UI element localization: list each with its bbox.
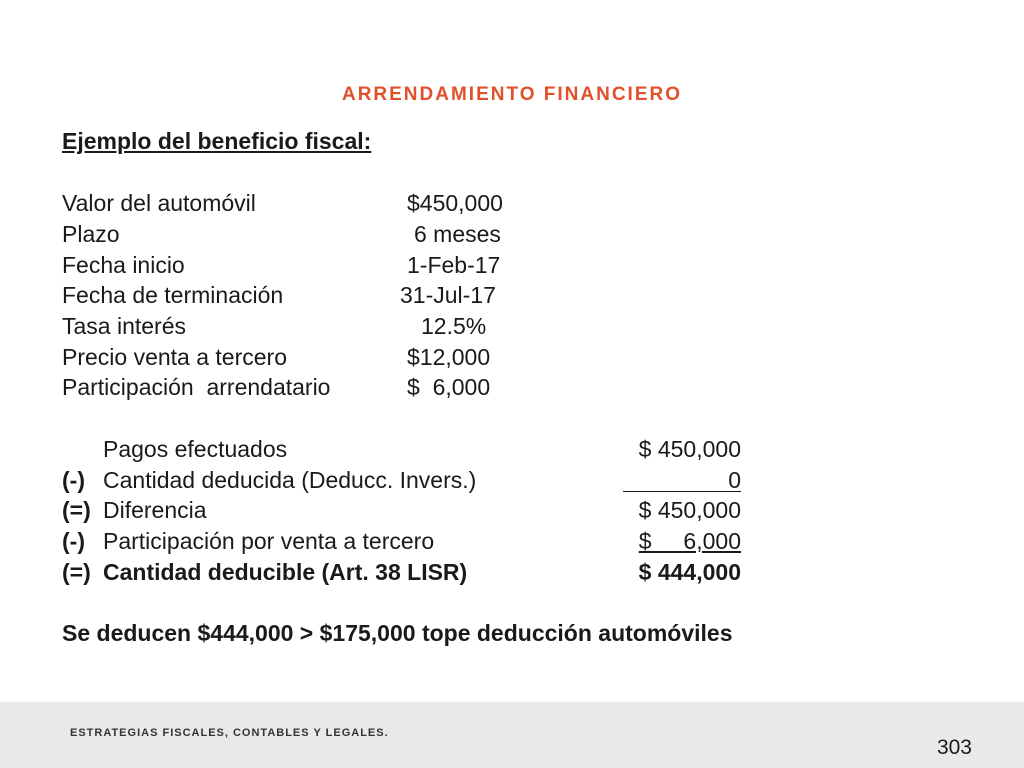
- detail-label-lessee-share: Participación arrendatario: [62, 374, 331, 400]
- conclusion-text: Se deducen $444,000 > $175,000 tope deducción automóviles: [62, 620, 733, 646]
- calc-label-deducted: Cantidad deducida (Deducc. Invers.): [103, 467, 477, 493]
- footer-bar: [0, 702, 1024, 768]
- detail-label-sale-price: Precio venta a tercero: [62, 344, 288, 370]
- calc-amount-payments: $ 450,000: [638, 436, 741, 462]
- calc-label-difference: Diferencia: [103, 497, 207, 523]
- slide-title: ARRENDAMIENTO FINANCIERO: [341, 84, 683, 105]
- detail-value-end-date: 31-Jul-17: [400, 282, 496, 308]
- example-subtitle: Ejemplo del beneficio fiscal:: [62, 128, 372, 154]
- calc-amount-deducted: 0: [623, 469, 741, 492]
- detail-value-start-date: 1-Feb-17: [407, 252, 501, 278]
- detail-value-lessee-share: $ 6,000: [407, 374, 491, 400]
- calc-prefix-minus-1: (-): [62, 467, 85, 493]
- detail-label-end-date: Fecha de terminación: [62, 282, 284, 308]
- calc-prefix-equals-2: (=): [62, 559, 91, 585]
- detail-label-vehicle-value: Valor del automóvil: [62, 190, 256, 216]
- detail-label-start-date: Fecha inicio: [62, 252, 185, 278]
- page-number: 303: [936, 736, 972, 759]
- detail-value-vehicle-value: $450,000: [407, 190, 503, 216]
- calc-prefix-equals-1: (=): [62, 497, 91, 523]
- footer-brand-text: ESTRATEGIAS FISCALES, CONTABLES Y LEGALES.: [70, 727, 389, 739]
- calc-label-third-party-share: Participación por venta a tercero: [103, 528, 435, 554]
- calc-amount-deducted-wrap: [541, 467, 741, 494]
- detail-label-term: Plazo: [62, 221, 120, 247]
- calc-amount-difference: $ 450,000: [638, 497, 741, 523]
- calc-prefix-minus-2: (-): [62, 528, 85, 554]
- calc-label-payments: Pagos efectuados: [103, 436, 288, 462]
- detail-value-term: 6 meses: [414, 221, 501, 247]
- detail-value-interest-rate: 12.5%: [421, 313, 487, 339]
- calc-amount-third-party-share: $ 6,000: [638, 528, 741, 554]
- calc-amount-deductible: $ 444,000: [638, 559, 741, 585]
- calc-label-deductible: Cantidad deducible (Art. 38 LISR): [103, 559, 468, 585]
- detail-label-interest-rate: Tasa interés: [62, 313, 187, 339]
- detail-value-sale-price: $12,000: [407, 344, 491, 370]
